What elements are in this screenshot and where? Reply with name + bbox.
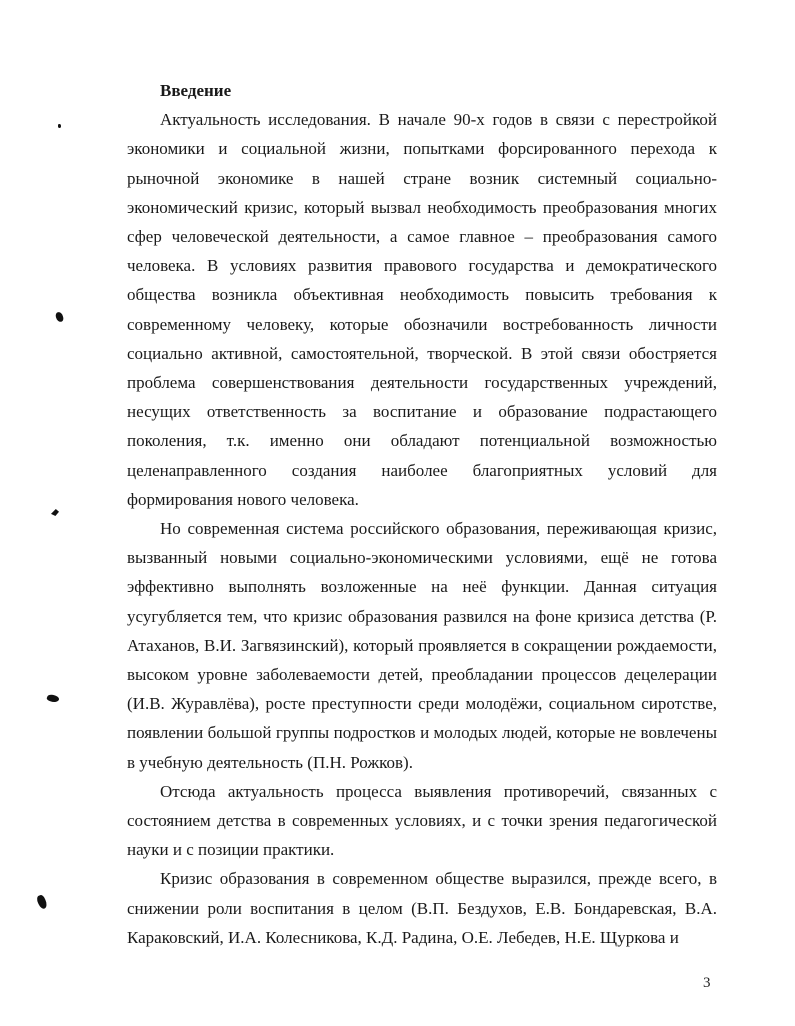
scan-speck — [51, 509, 59, 516]
paragraph-education-crisis: Но современная система российского образования, переживающая кризис, вызванный новыми социально-экономическими условиями, ещё не готова эффективно выполнять возложенные на неё функции. Данная ситуация усугубляется тем, что кризис образования развился на фоне кризиса детства (Р. Атаханов, В.И. Загвязинский), который проявляется в сокращении рождаемости, высоком уровне заболеваемости детей, преобладании процессов децелерации (И.В. Журавлёва), росте преступности среди молодёжи, социальном сиротстве, появлении большой группы подростков и молодых людей, которые не вовлечены в учебную деятельность (П.Н. Рожков). — [127, 519, 717, 772]
document-body — [127, 76, 717, 952]
paragraph-upbringing: Кризис образования в современном обществе выразился, прежде всего, в снижении роли воспитания в целом (В.П. Бездухов, Е.В. Бондаревская, В.А. Караковский, И.А. Колесникова, К.Д. Радина, О.Е. Лебедев, Н.Е. Щуркова и — [127, 869, 717, 947]
paragraph-contradictions: Отсюда актуальность процесса выявления противоречий, связанных с состоянием детства в современных условиях, и с точки зрения педагогической науки и с позиции практики. — [127, 781, 717, 860]
scan-speck — [58, 124, 61, 128]
page-number: 3 — [703, 975, 711, 991]
scan-speck — [46, 693, 60, 704]
section-heading: Введение — [160, 81, 232, 100]
scan-speck — [55, 311, 64, 322]
scan-speck — [35, 894, 48, 910]
paragraph-relevance: Актуальность исследования. В начале 90-х годов в связи с перестройкой экономики и социальной жизни, попытками форсированного перехода к рыночной экономике в нашей стране возник системный социально-экономический кризис, который вызвал необходимость преобразования многих сфер человеческой деятельности, а самое главное – преобразования самого человека. В условиях развития правового государства и демократического общества возникла объективная необходимость повысить требования к современному человеку, которые обозначили востребованность личности социально активной, самостоятельной, творческой. В этой связи обостряется проблема совершенствования деятельности государственных учреждений, несущих ответственность за воспитание и образование подрастающего поколения, т.к. именно они обладают потенциальной возможностью целенаправленного создания наиболее благоприятных условий для формирования нового человека. — [127, 110, 717, 509]
